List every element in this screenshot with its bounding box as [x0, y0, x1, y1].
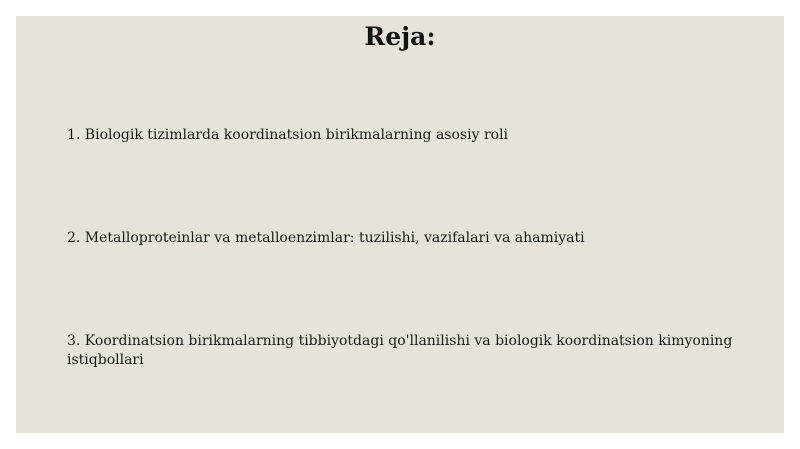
slide	[16, 16, 784, 433]
plan-item-3: 3. Koordinatsion birikmalarning tibbiyotdagi qo'llanilishi va biologik koordinatsion kimyoning istiqbollari	[67, 333, 733, 368]
slide-title: Reja:	[364, 22, 436, 51]
plan-item-2: 2. Metalloproteinlar va metalloenzimlar: tuzilishi, vazifalari va ahamiyati	[67, 230, 585, 246]
plan-item-1: 1. Biologik tizimlarda koordinatsion birikmalarning asosiy roli	[67, 127, 509, 143]
